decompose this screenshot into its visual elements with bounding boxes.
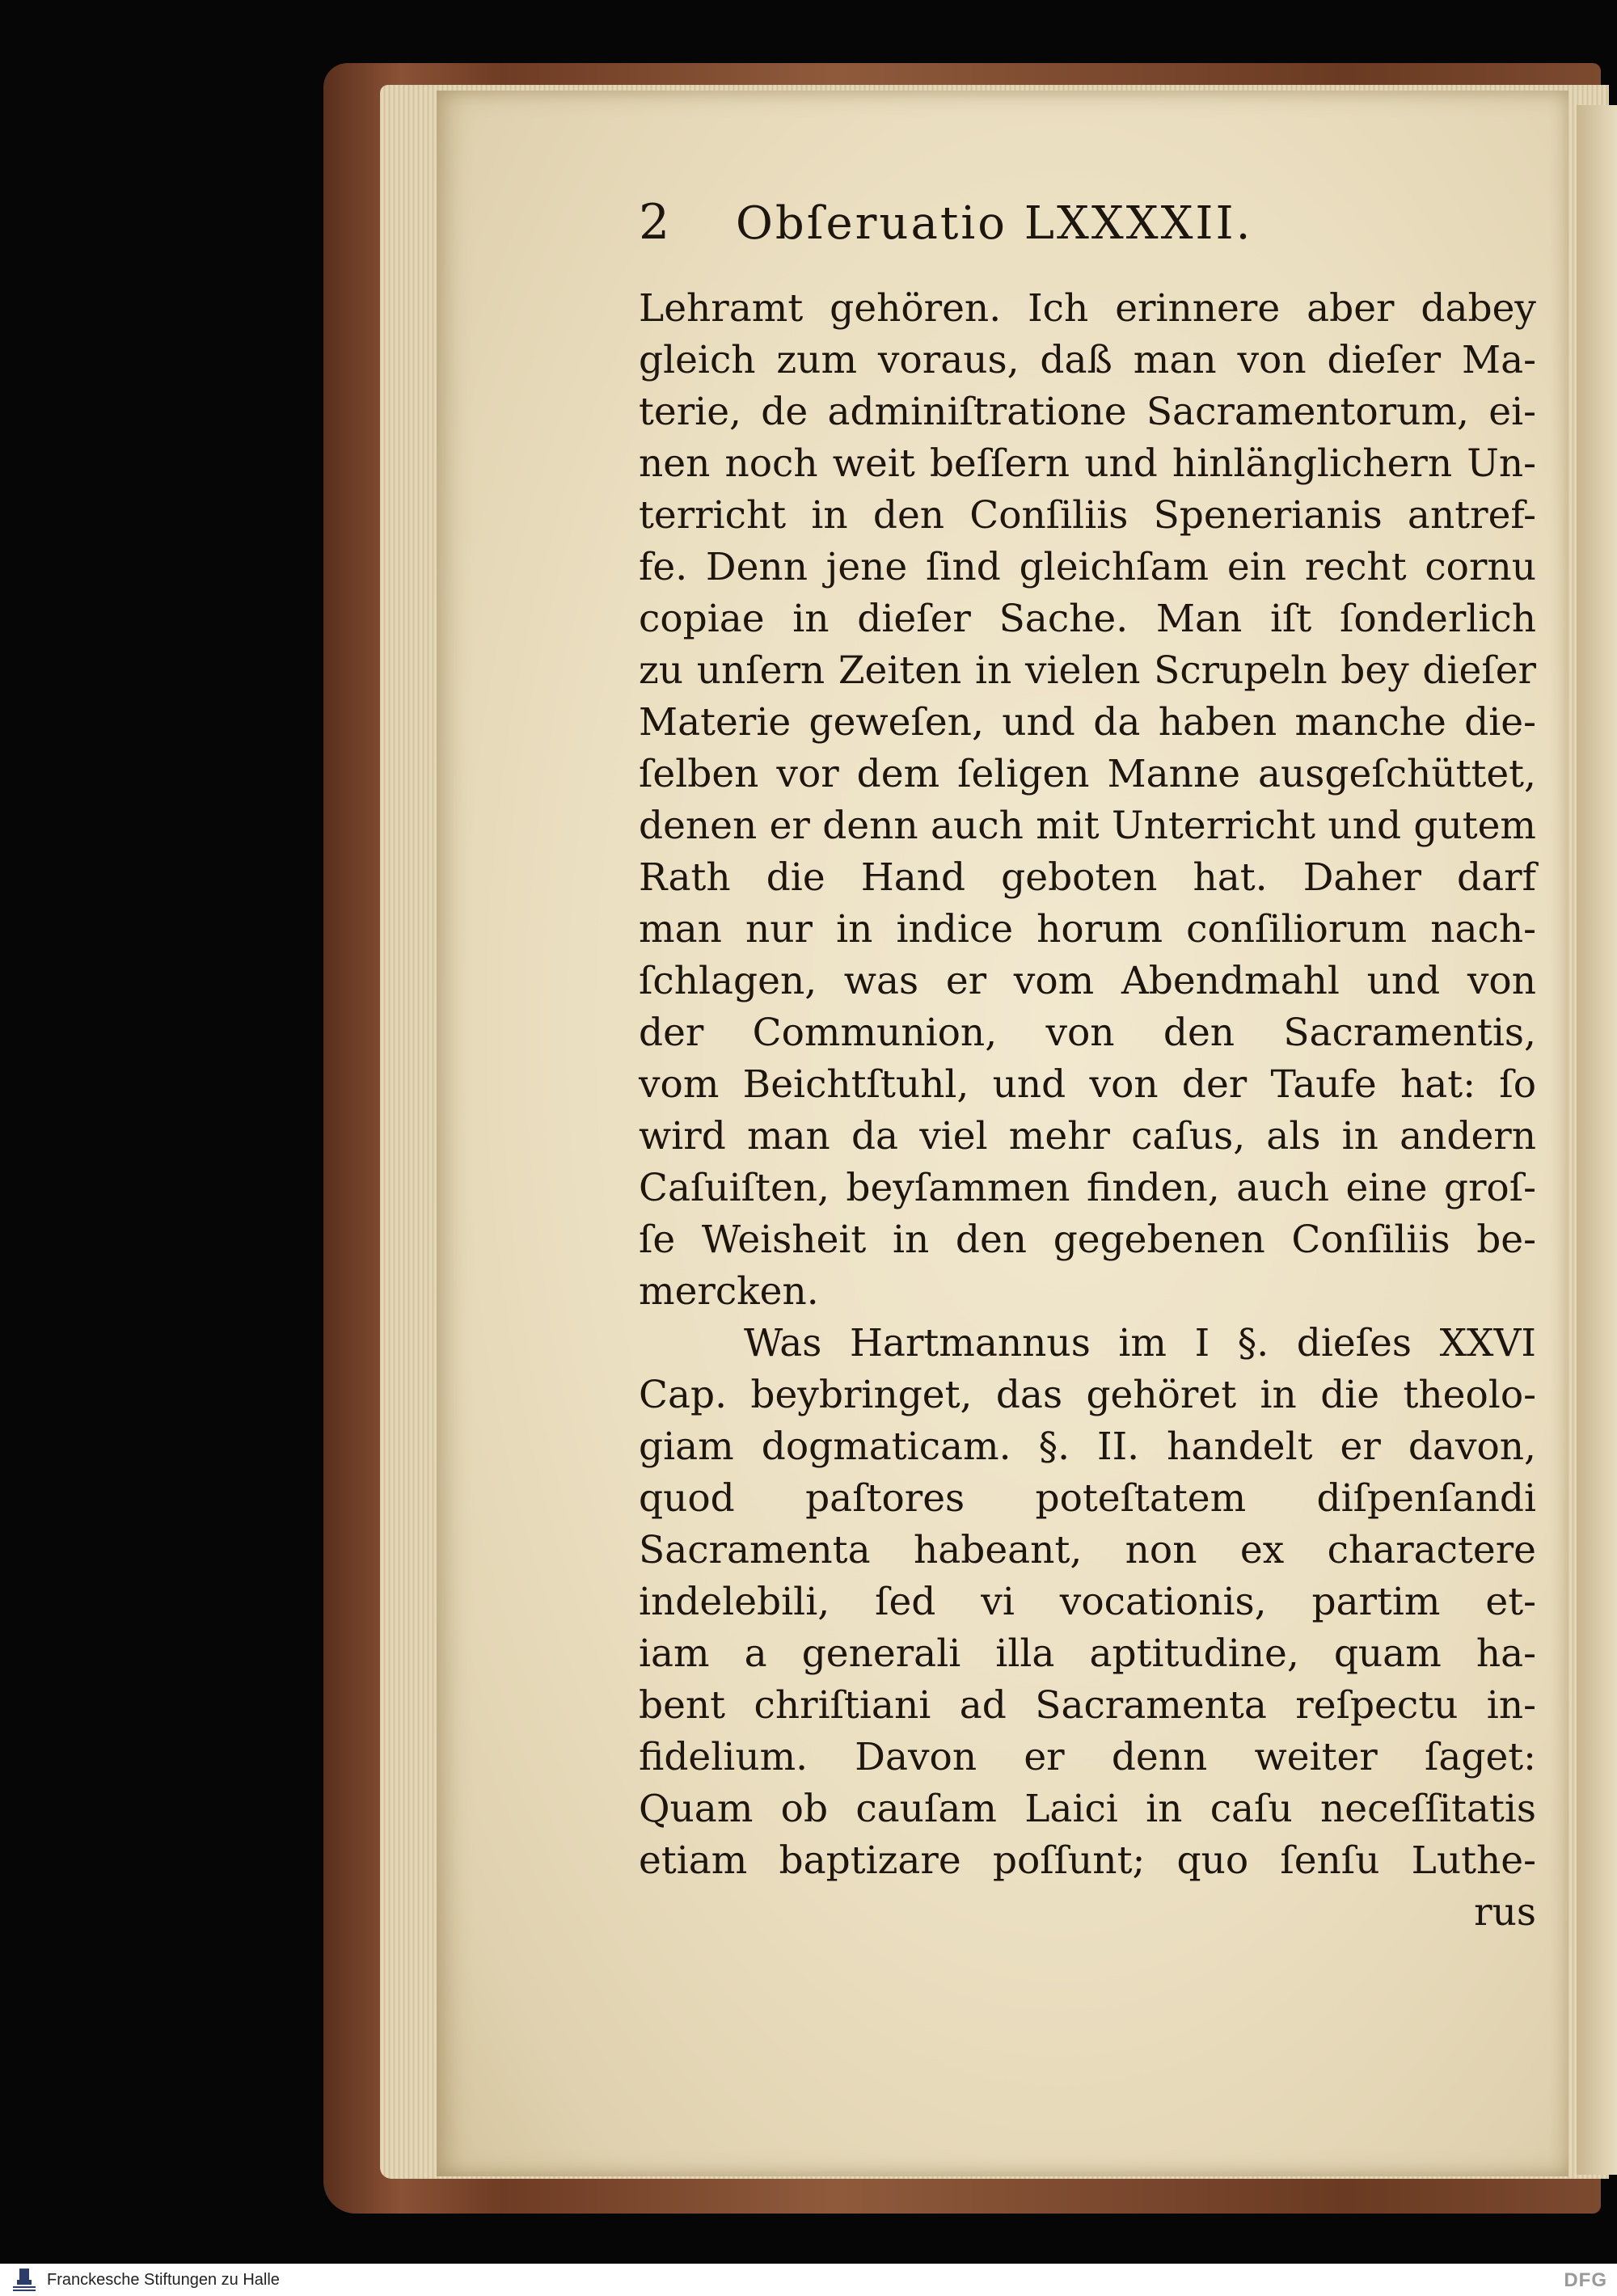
text-line: ſe Weisheit in den gegebenen Conſiliis be- (639, 1218, 1536, 1262)
text-line: Caſuiſten, beyſammen finden, auch eine groſ- (639, 1166, 1536, 1210)
text-line: ſelben vor dem ſeligen Manne ausgeſchüttet, (639, 752, 1536, 796)
text-line: bent chriſtiani ad Sacramenta reſpectu in- (639, 1683, 1536, 1728)
text-line: Lehramt gehören. Ich erinnere aber dabey (639, 286, 1536, 331)
text-line: nen noch weit beſſern und hinlänglichern Un- (639, 441, 1536, 486)
text-line: fe. Denn jene ſind gleichſam ein recht cornu (639, 545, 1536, 589)
catchword: rus (1474, 1890, 1536, 1935)
running-title: Obſeruatio LXXXXII. (736, 197, 1253, 250)
running-header (639, 194, 1536, 283)
text-line: giam dogmaticam. §. II. handelt er davon, (639, 1424, 1536, 1469)
facing-page-edge (1577, 105, 1617, 2175)
text-line: Materie geweſen, und da haben manche die- (639, 700, 1536, 745)
text-line: fidelium. Davon er denn weiter ſaget: (639, 1735, 1536, 1779)
text-line: quod paſtores poteſtatem diſpenſandi (639, 1476, 1536, 1521)
text-line: indelebili, ſed vi vocationis, partim et- (639, 1580, 1536, 1624)
text-line: vom Beichtſtuhl, und von der Taufe hat: ſo (639, 1062, 1536, 1107)
text-line: Was Hartmannus im I §. dieſes XXVI (744, 1321, 1536, 1365)
footer-bar (0, 2264, 1617, 2296)
text-line: man nur in indice horum conſiliorum nach- (639, 907, 1536, 952)
text-line: wird man da viel mehr caſus, als in andern (639, 1114, 1536, 1159)
text-line: terricht in den Conſiliis Spenerianis antref- (639, 493, 1536, 538)
funder-logo: DFG (1564, 2269, 1607, 2291)
text-line: der Communion, von den Sacramentis, (639, 1011, 1536, 1055)
text-line: copiae in dieſer Sache. Man iſt ſonderlich (639, 597, 1536, 641)
institution-logo-icon (10, 2267, 39, 2293)
text-line: Rath die Hand geboten hat. Daher darf (639, 855, 1536, 900)
institution-name: Franckesche Stiftungen zu Halle (47, 2271, 280, 2289)
text-line: zu unſern Zeiten in vielen Scrupeln bey dieſer (639, 648, 1536, 693)
text-line: denen er denn auch mit Unterricht und gutem (639, 804, 1536, 848)
text-line: terie, de adminiſtratione Sacramentorum, ei- (639, 390, 1536, 434)
page-number: 2 (639, 194, 670, 251)
text-line: etiam baptizare poſſunt; quo ſenſu Luthe- (639, 1838, 1536, 1883)
page-text (639, 194, 1536, 1939)
text-line: Cap. beybringet, das gehöret in die theolo- (639, 1373, 1536, 1417)
text-line: mercken. (639, 1269, 819, 1314)
text-line: iam a generali illa aptitudine, quam ha- (639, 1631, 1536, 1676)
text-line: gleich zum voraus, daß man von dieſer Ma- (639, 338, 1536, 382)
text-line: Quam ob cauſam Laici in caſu neceſſitatis (639, 1787, 1536, 1831)
text-line: ſchlagen, was er vom Abendmahl und von (639, 959, 1536, 1003)
text-line: Sacramenta habeant, non ex charactere (639, 1528, 1536, 1572)
